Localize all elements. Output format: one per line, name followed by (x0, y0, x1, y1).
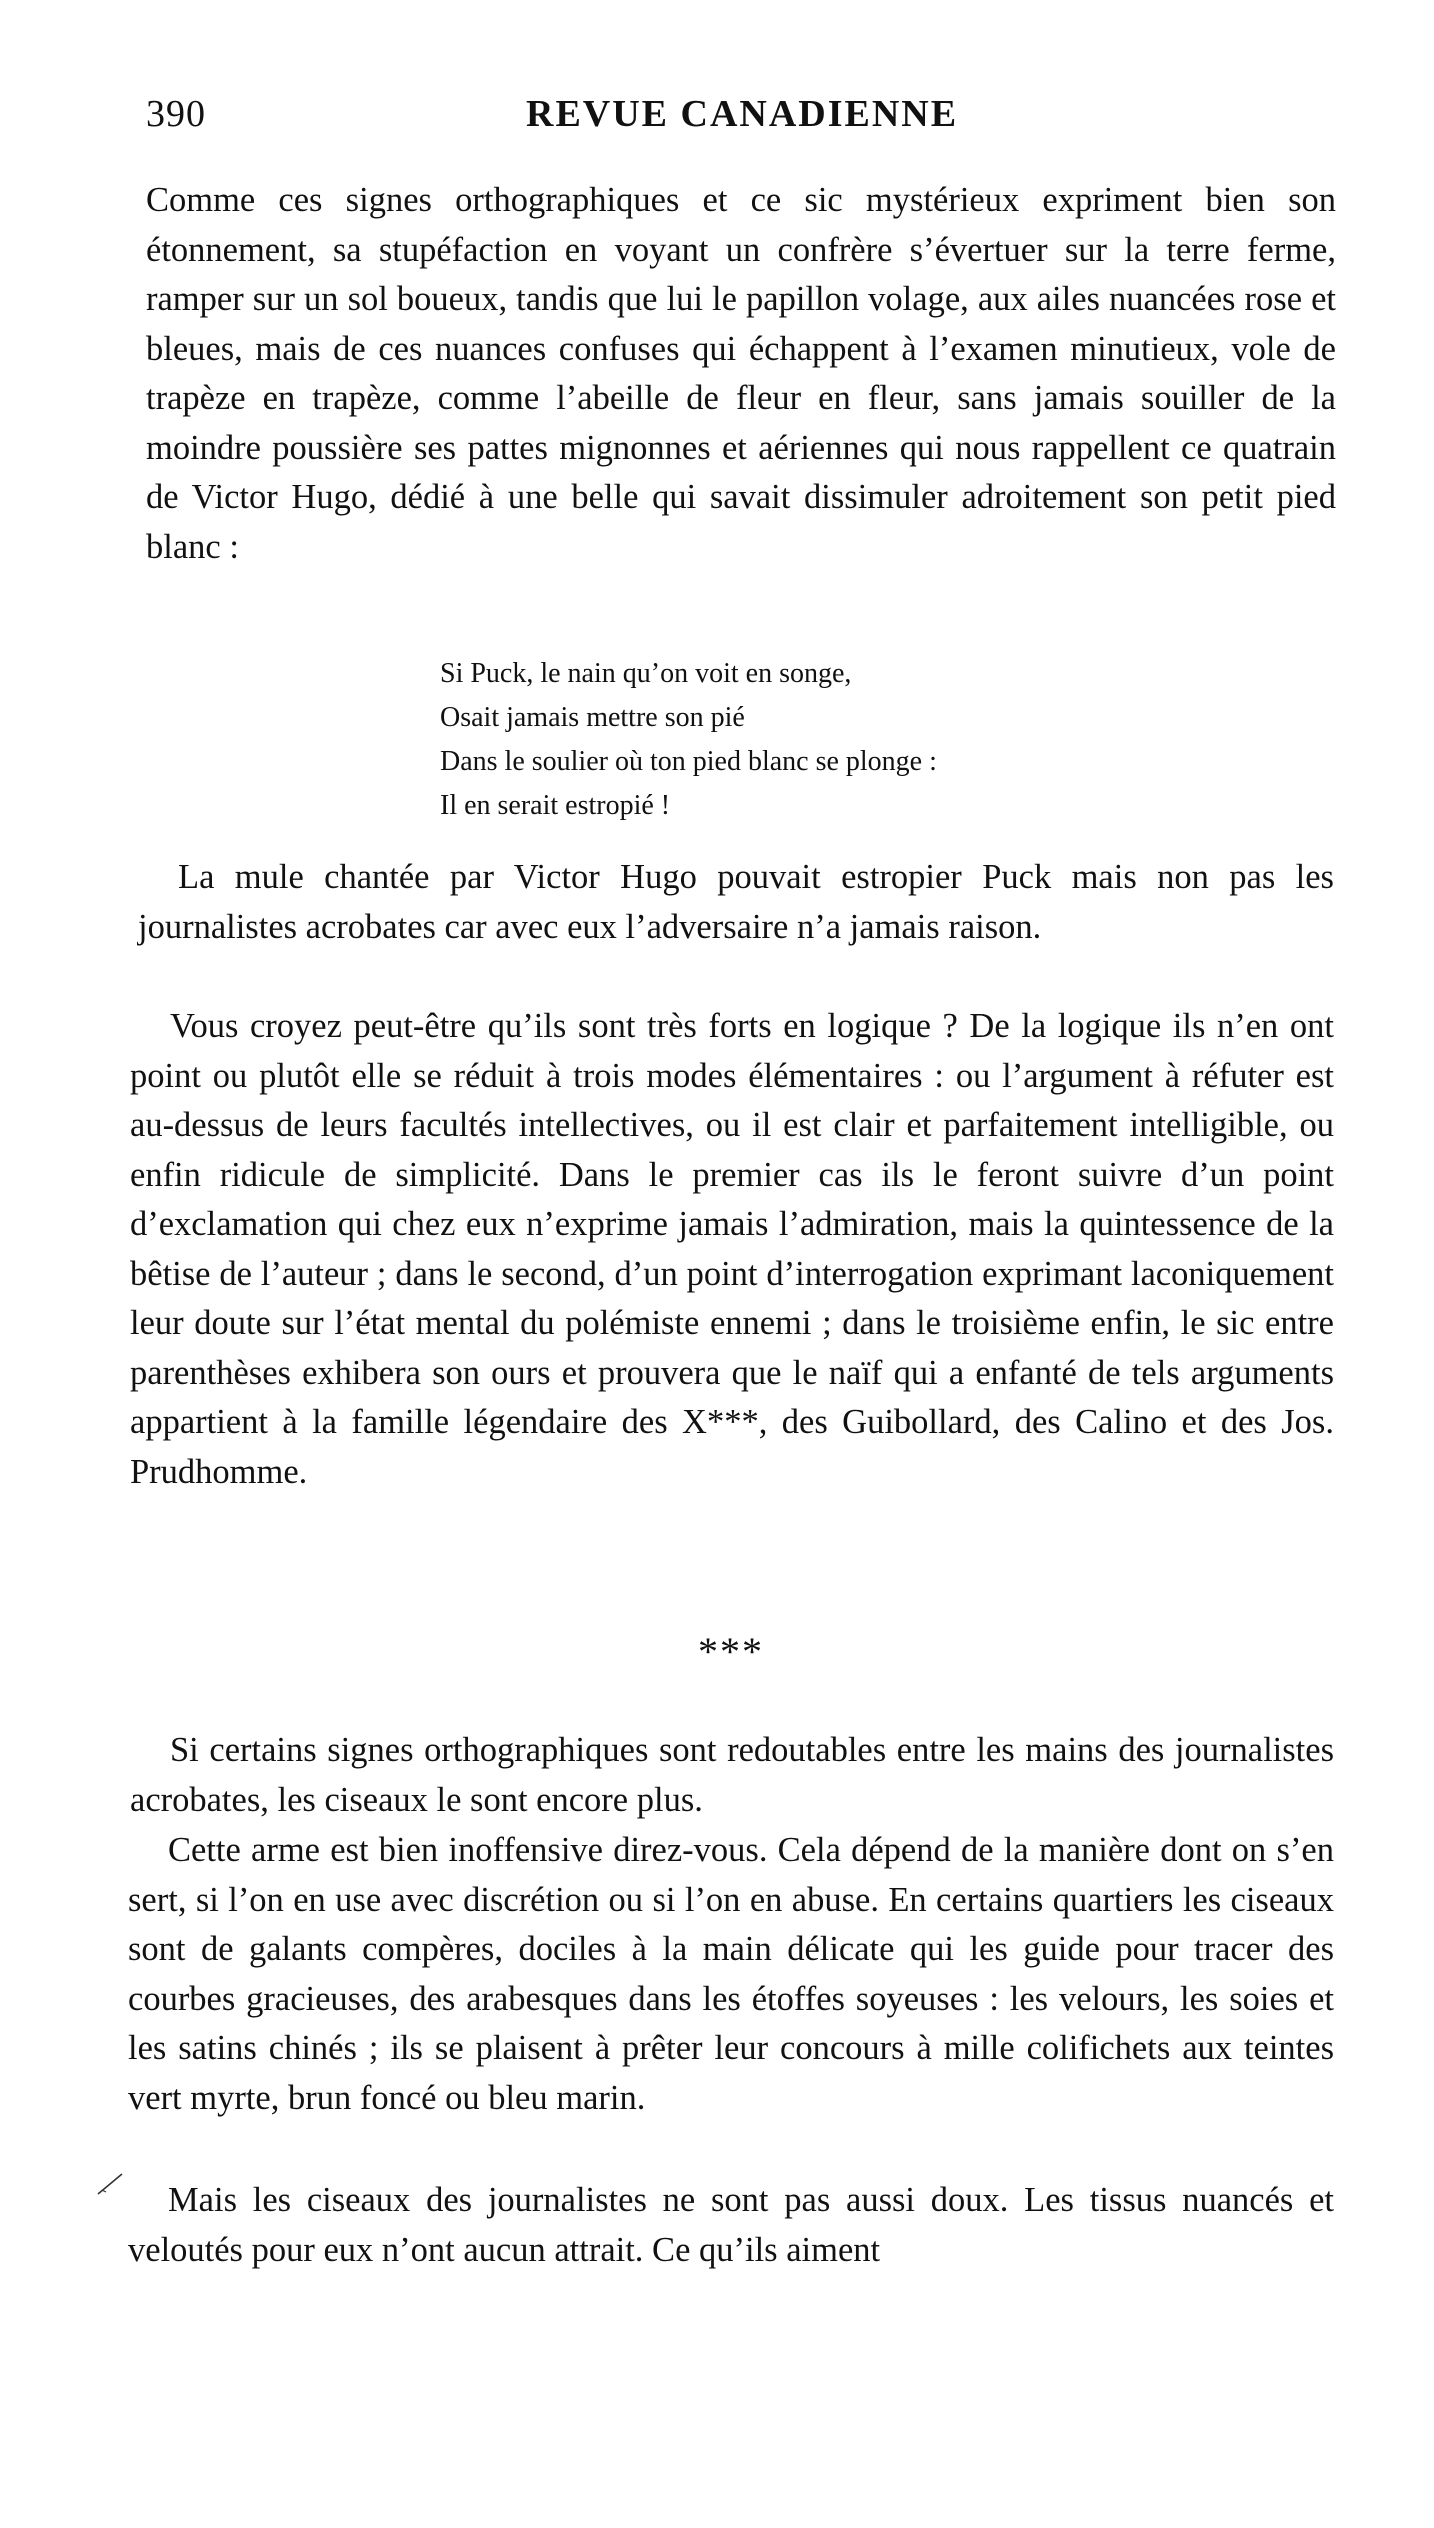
paragraph-3: Vous croyez peut-être qu’ils sont très forts en logique ? De la logique ils n’en ont point ou plutôt elle se réduit à trois modes élémentaires : ou l’argument à réfuter est au-dessus de leurs facultés intellectives, ou il est clair et parfaitement intelligible, ou enfin ridicule de simplicité. Dans le premier cas ils le feront suivre d’un point d’exclamation qui chez eux n’exprime jamais l’admiration, mais la quintessence de la bêtise de l’auteur ; dans le second, d’un point d’interrogation exprimant laconiquement leur doute sur l’état mental du polémiste ennemi ; dans le troisième enfin, le sic entre parenthèses exhibera son ours et prouvera que le naïf qui a enfanté de tels arguments appartient à la famille légendaire des X***, des Guibollard, des Calino et des Jos. Prudhomme. (130, 1007, 1334, 1491)
poem-line: Dans le soulier où ton pied blanc se plonge : (440, 746, 937, 777)
page-header (146, 92, 1326, 152)
poem-line: Il en serait estropié ! (440, 790, 671, 821)
separator-glyphs: *** (698, 1629, 764, 1674)
poem-line: Si Puck, le nain qu’on voit en songe, (440, 658, 852, 689)
page-number: 390 (146, 93, 206, 135)
paragraph-block-6 (128, 2176, 1334, 2275)
paragraph-block-2 (138, 853, 1334, 952)
paragraph-4: Si certains signes orthographiques sont redoutables entre les mains des journalistes acrobates, les ciseaux le sont encore plus. (130, 1731, 1334, 1819)
paragraph-2: La mule chantée par Victor Hugo pouvait estropier Puck mais non pas les journalistes acrobates car avec eux l’adversaire n’a jamais raison. (138, 858, 1334, 946)
quoted-quatrain (440, 652, 937, 828)
paragraph-5: Cette arme est bien inoffensive direz-vous. Cela dépend de la manière dont on s’en sert, si l’on en use avec discrétion ou si l’on en abuse. En certains quartiers les ciseaux sont de galants compères, dociles à la main délicate qui les guide pour tracer des courbes gracieuses, des arabesques dans les étoffes soyeuses : les velours, les soies et les satins chinés ; ils se plaisent à prêter leur concours à mille colifichets aux teintes vert myrte, brun foncé ou bleu marin. (128, 1831, 1334, 2117)
running-title: REVUE CANADIENNE (526, 93, 959, 135)
paragraph-block-5 (128, 1826, 1334, 2123)
paragraph-1: Comme ces signes orthographiques et ce sic mystérieux expriment bien son étonnement, sa stupéfaction en voyant un confrère s’évertuer sur la terre ferme, ramper sur un sol boueux, tandis que lui le papillon volage, aux ailes nuancées rose et bleues, mais de ces nuances confuses qui échappent à l’examen minutieux, vole de trapèze en trapèze, comme l’abeille de fleur en fleur, sans jamais souiller de la moindre poussière ses pattes mignonnes et aériennes qui nous rappellent ce quatrain de Victor Hugo, dédié à une belle qui savait dissimuler adroitement son petit pied blanc : (146, 181, 1336, 566)
poem-line: Osait jamais mettre son pié (440, 702, 745, 733)
paragraph-block-1 (146, 176, 1336, 572)
paragraph-block-3 (130, 1002, 1334, 1497)
pencil-mark-icon (96, 2170, 126, 2196)
paragraph-6: Mais les ciseaux des journalistes ne sont pas aussi doux. Les tissus nuancés et veloutés pour eux n’ont aucun attrait. Ce qu’ils aiment (128, 2181, 1334, 2269)
section-separator-asterism (698, 1628, 764, 1675)
paragraph-block-4 (130, 1726, 1334, 1825)
